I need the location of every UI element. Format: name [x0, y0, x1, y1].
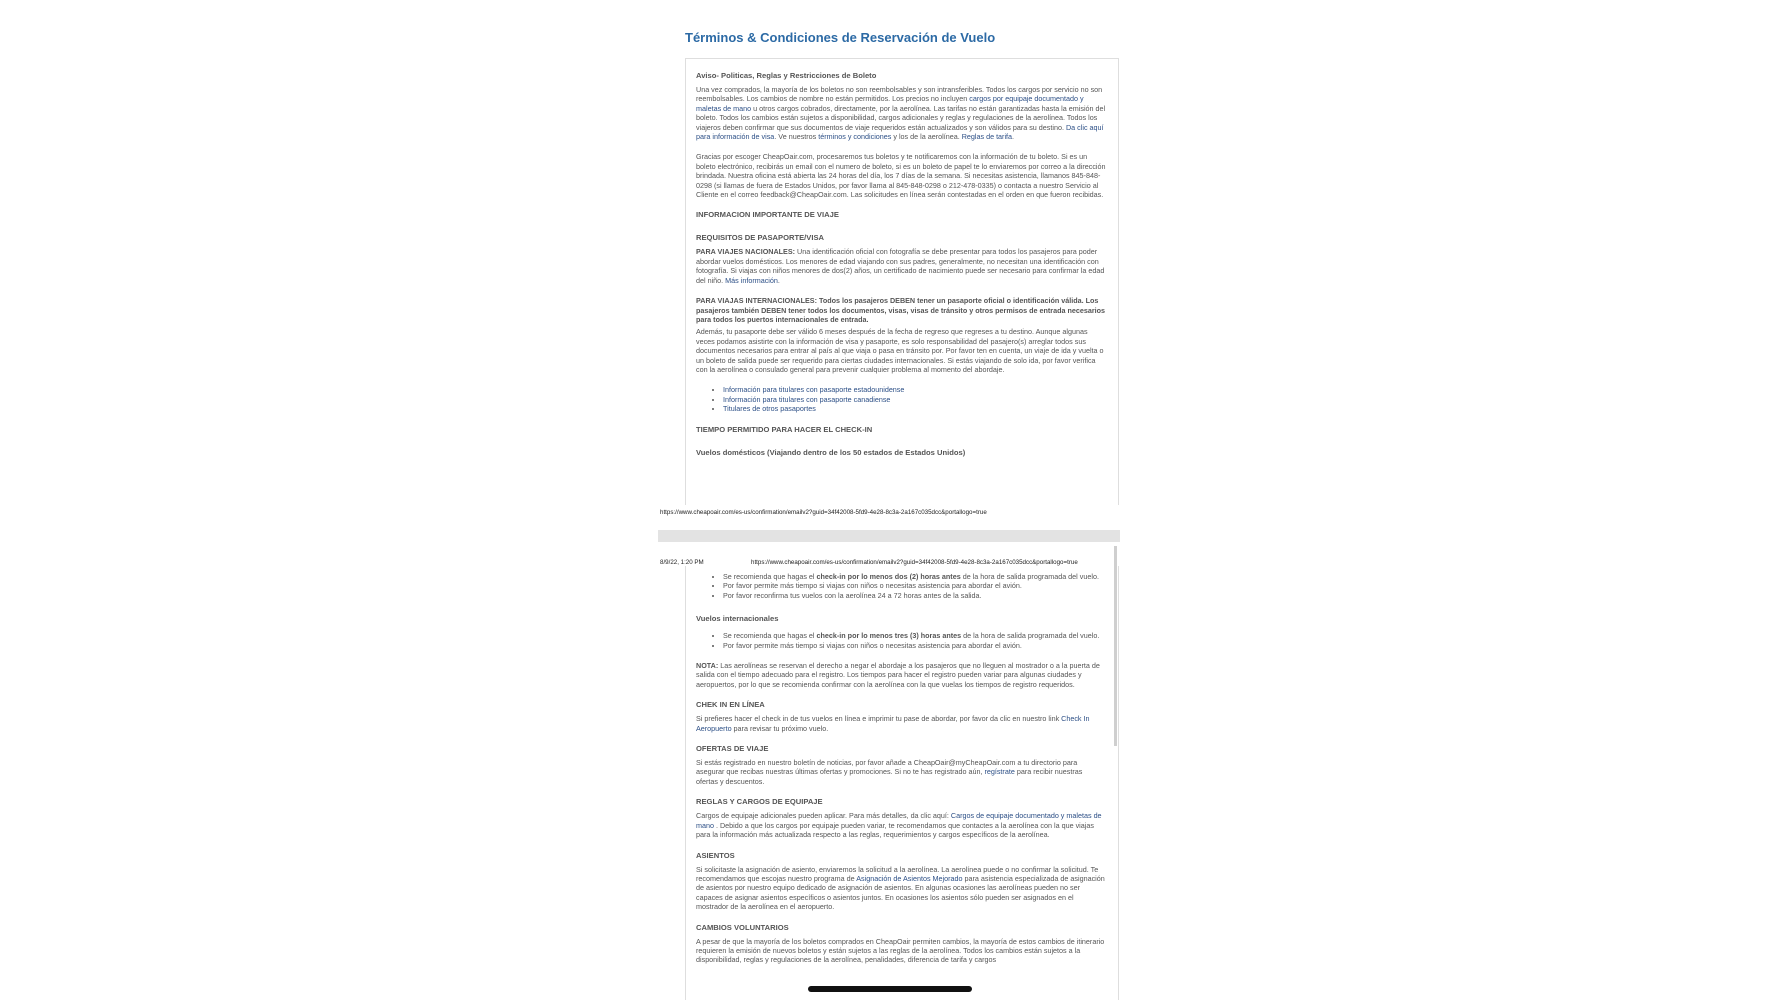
print-header-date: 8/9/22, 1:20 PM — [660, 559, 704, 566]
list-item — [723, 385, 1106, 394]
list-item — [723, 404, 1106, 413]
document-page-2 — [685, 566, 1119, 1000]
checkin-heading: TIEMPO PERMITIDO PARA HACER EL CHECK-IN — [696, 424, 873, 434]
page-title: Términos & Condiciones de Reservación de Vuelo — [685, 30, 996, 45]
equipaje-text: Cargos de equipaje adicionales pueden aplicar. Para más detalles, da clic aquí: — [696, 811, 951, 821]
bullet-text: de la hora de salida programada del vuelo. — [960, 572, 1099, 581]
ofertas-end: para recibir nuestras ofertas y descuentos. — [696, 767, 1083, 786]
us-passport-link[interactable]: Información para titulares con pasaporte estadounidense — [723, 385, 905, 395]
print-header-url: https://www.cheapoair.com/es-us/confirmation/emailv2?guid=34f42008-5fd9-4e28-8c3a-2a167c035dcc&portallogo=true — [751, 559, 1078, 566]
bullet-bold: check-in por lo menos tres (3) horas antes — [816, 631, 962, 641]
info-heading: INFORMACION IMPORTANTE DE VIAJE — [696, 210, 839, 220]
list-item — [723, 631, 1106, 640]
bullet-bold: check-in por lo menos dos (2) horas antes — [816, 572, 961, 581]
visa-info-link[interactable]: Da clic aquí para información de visa — [696, 122, 1104, 142]
equipaje-paragraph — [696, 811, 1106, 839]
internacionales-paragraph: Además, tu pasaporte debe ser válido 6 meses después de la fecha de regreso que regreses a tu destino. Aunque algunas veces podamos asistirte con la información de visa y pasaporte, es solo responsabilidad del pasajero(s) arreglar todos sus documentos necesarios para entrar al país al que viaja o pasa en tránsito por. Por favor ten en cuenta, un viaje de ida y vuelta o un boleto de salida puede ser requerido para ciertas ciudades internacionales. Si estás viajando de solo ida, por favor verifica con la aerolínea o consulado general para prevenir cualquier problema al momento del abordaje. — [696, 327, 1104, 374]
nota-label: NOTA: — [696, 661, 719, 671]
nota-paragraph — [696, 661, 1106, 689]
seat-assignment-link[interactable]: Asignación de Asientos Mejorado — [856, 873, 963, 883]
nacionales-label: PARA VIAJES NACIONALES: — [696, 247, 796, 257]
terms-link[interactable]: términos y condiciones — [818, 132, 892, 142]
pasaporte-heading: REQUISITOS DE PASAPORTE/VISA — [696, 233, 824, 243]
intl-heading: Vuelos internacionales — [696, 614, 779, 624]
nacionales-paragraph — [696, 247, 1106, 285]
equipaje-end: . Debido a que los cargos por equipaje pueden variar, te recomendamos que contactes a la aerolínea con la que viajas para la información más actualizada respecto a las reglas, requerimientos y cargos específicos de la aerolínea. — [696, 820, 1094, 840]
equipaje-heading: REGLAS Y CARGOS DE EQUIPAJE — [696, 797, 823, 807]
gracias-paragraph: Gracias por escoger CheapOair.com, procesaremos tus boletos y te notificaremos con la información de tu boleto. Si es un boleto electrónico, recibirás un email con el numero de boleto, si es un boleto de papel te lo enviaremos por correo a la dirección brindada. Nuestra oficina está abierta las 24 horas del día, los 7 días de la semana. Si necesitas asistencia, llamanos 845-848-0298 (si llamas de fuera de Estados Unidos, por favor llama al 845-848-0298 o 212-478-0335) o contacta a nuestro Servicio al Cliente en el correo feedback@CheapOair.com. Las solicitudes en línea serán contestadas en el orden en que fueron recibidas. — [696, 152, 1106, 200]
cambios-heading: CAMBIOS VOLUNTARIOS — [696, 922, 789, 932]
list-item: • Por favor reconfirma tus vuelos con la aerolínea 24 a 72 horas antes de la salida. — [723, 591, 1106, 600]
ofertas-text: Si estás registrado en nuestro boletín de noticias, por favor añade a CheapOair@myCheapOair.com a tu directorio para asegurar que recibas nuestras últimas ofertas y promociones. Si no te has registrado aún, — [696, 758, 1078, 777]
nacionales-text: Una identificación oficial con fotografía se debe presentar para todos los pasajeros para poder abordar vuelos domésticos. Los menores de edad viajando con sus padres, generalmente, no necesitan una identificación con fotografía. Si viajas con niños menores de dos(2) años, un certificado de nacimiento puede ser necesario para confirmar la edad del niño. — [696, 247, 1105, 285]
airport-checkin-link[interactable]: Check In Aeropuerto — [696, 714, 1090, 733]
intl-checkin-list — [696, 631, 1106, 650]
list-item — [723, 395, 1106, 404]
checkin-online-end: para revisar tu próximo vuelo. — [731, 723, 829, 733]
ofertas-paragraph — [696, 758, 1106, 786]
domestic-checkin-list — [696, 572, 1106, 600]
document-page-1 — [685, 58, 1119, 505]
checkin-online-heading: CHEK IN EN LÍNEA — [696, 700, 765, 710]
aviso-text-3: . Ve nuestros — [774, 132, 819, 142]
checkin-online-text: Si prefieres hacer el check in de tus vuelos en línea e imprimir tu pase de abordar, por favor da clic en nuestro link — [696, 714, 1062, 724]
aviso-text-5: . — [1012, 132, 1015, 142]
bullet-text: Se recomienda que hagas el — [723, 572, 817, 581]
print-footer-url: https://www.cheapoair.com/es-us/confirmation/emailv2?guid=34f42008-5fd9-4e28-8c3a-2a167c035dcc&portallogo=true — [660, 509, 987, 516]
fare-rules-link[interactable]: Reglas de tarifa — [961, 132, 1013, 142]
asientos-paragraph — [696, 865, 1106, 912]
asientos-end: para asistencia especializada de asignación de asientos por nuestro equipo dedicado de asignación de asientos. En algunas ocasiones las aerolíneas pueden no ser capaces de asignar asientos específicos o asientos juntos. En ocasiones los asientos sólo pueden ser asignados en el mostrador de la aerolínea en el aeropuerto. — [696, 873, 1105, 912]
more-info-link[interactable]: Más información — [725, 275, 778, 285]
list-item: • Por favor permite más tiempo si viajas con niños o necesitas asistencia para abordar el avión. — [723, 581, 1106, 590]
aviso-text-4: y los de la aerolínea. — [891, 132, 962, 142]
ofertas-heading: OFERTAS DE VIAJE — [696, 744, 769, 754]
list-item — [723, 572, 1106, 581]
aviso-paragraph — [696, 85, 1106, 141]
checkin-online-paragraph — [696, 714, 1106, 733]
cambios-paragraph: A pesar de que la mayoría de los boletos comprados en CheapOair permiten cambios, la mayoría de estos cambios de itinerario requieren la emisión de nuevos boletos y están sujetos a las reglas de la aerolínea. Todos los cambios están sujetos a la disponibilidad, reglas y regulaciones de la aerolínea, penalidades, diferencia de tarifa y cargos — [696, 936, 1105, 965]
nota-text: Las aerolíneas se reservan el derecho a negar el abordaje a los pasajeros que no lleguen al mostrador o a la puerta de salida con el tiempo adecuado para el registro. Los tiempos para hacer el registro pueden variar para algunas ciudades y aeropuertos, por lo que se recomienda confirmar con la aerolínea con la que vuelas los tiempos de registro requeridos. — [696, 661, 1100, 689]
list-item: • Por favor permite más tiempo si viajas con niños o necesitas asistencia para abordar el avión. — [723, 641, 1106, 650]
asientos-heading: ASIENTOS — [696, 850, 735, 860]
aviso-text-1: Una vez comprados, la mayoría de los boletos no son reembolsables y son intransferibles. Todos los cargos por servicio no son reembolsables. Los cambios de nombre no están permitidos. Los precios no incluyen — [696, 85, 1103, 104]
redaction-mark — [808, 986, 972, 992]
baggage-fees-link[interactable]: cargos por equipaje documentado y maletas de mano — [696, 94, 1084, 113]
baggage-fees-link-2[interactable]: Cargos de equipaje documentado y maletas de mano — [696, 811, 1102, 830]
canada-passport-link[interactable]: Información para titulares con pasaporte canadiense — [723, 394, 891, 404]
bullet-text: Se recomienda que hagas el — [723, 631, 817, 641]
aviso-heading: Aviso- Politicas, Reglas y Restricciones de Boleto — [696, 71, 877, 80]
bullet-text: de la hora de salida programada del vuelo. — [961, 631, 1100, 641]
asientos-text: Si solicitaste la asignación de asiento, enviaremos la solicitud a la aerolínea. La aerolínea puede o no confirmar la solicitud. Te recomendamos que escojas nuestro programa de — [696, 864, 1099, 883]
internacionales-bold: PARA VIAJAS INTERNACIONALES: Todos los pasajeros DEBEN tener un pasaporte oficial o identificación válida. Los pasajeros también DEBEN tener todos los documentos, visas, visas de tránsito y otros permisos de entrada necesarios para todos los puertos internacionales de entrada. — [696, 296, 1106, 324]
other-passport-link[interactable]: Titulares de otros pasaportes — [723, 404, 816, 414]
domesticos-heading: Vuelos domésticos (Viajando dentro de los 50 estados de Estados Unidos) — [696, 447, 966, 457]
passport-links-list — [696, 385, 1106, 413]
page-separator — [658, 530, 1120, 542]
register-link[interactable]: regístrate — [984, 767, 1015, 777]
nacionales-end: . — [777, 275, 780, 285]
aviso-text-2: u otros cargos cobrados, directamente, por la aerolínea. Las tarifas no están garantizadas hasta la emisión del boleto. Todos los cambios están sujetos a disponibilidad, cargos adicionales y reglas y regulaciones de la aerolínea. Todos los viajeros deben confirmar que sus documentos de viaje requeridos están actualizados y son válidos para su destino. — [696, 103, 1106, 132]
